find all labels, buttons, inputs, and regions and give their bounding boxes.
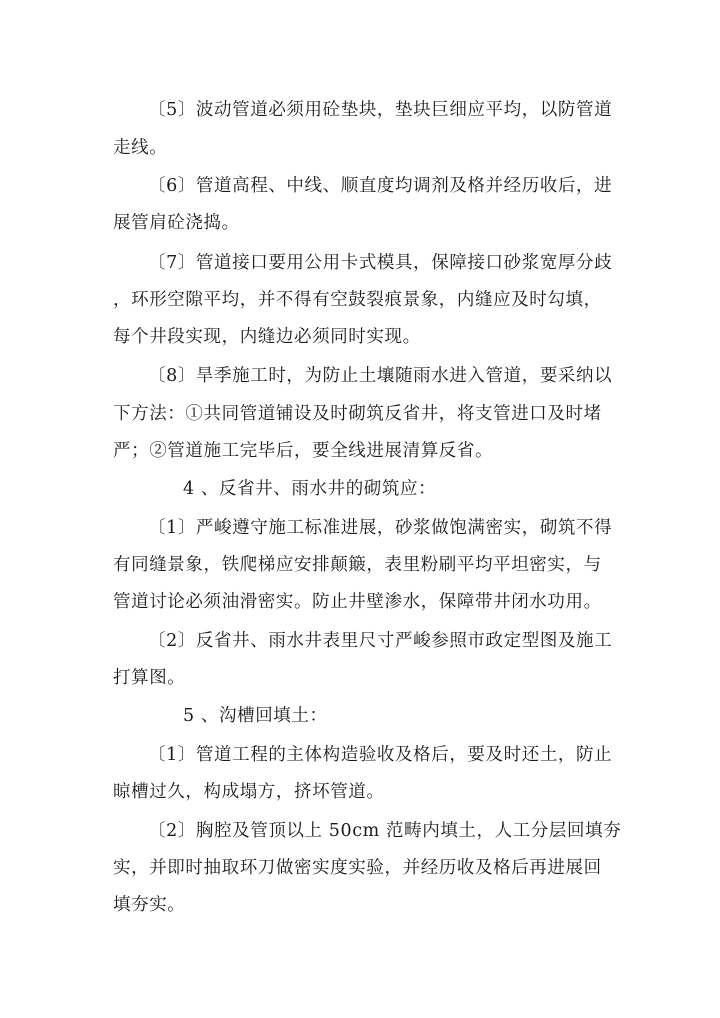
text-line: 〔1〕严峻遵守施工标准进展，砂浆做饱满密实，砌筑不得 [148, 518, 613, 538]
section-heading: 5 、沟槽回填土： [183, 706, 328, 726]
text-line: 〔1〕管道工程的主体构造验收及格后，要及时还土，防止 [148, 745, 613, 765]
text-line: 每个井段实现，内缝边必须同时实现。 [113, 327, 421, 347]
text-line: ，环形空隙平均，并不得有空鼓裂痕景象，内缝应及时勾填， [113, 290, 602, 310]
text-line: 填夯实。 [113, 895, 186, 915]
text-line: 〔2〕反省井、雨水井表里尺寸严峻参照市政定型图及施工 [148, 631, 613, 651]
text-line: 打算图。 [113, 668, 186, 688]
text-line: 〔7〕管道接口要用公用卡式模具，保障接口砂浆宽厚分歧 [148, 253, 613, 273]
text-line: 〔8〕旱季施工时，为防止土壤随雨水进入管道，要采纳以 [148, 366, 613, 386]
text-line: 有同缝景象，铁爬梯应安排颠簸，表里粉刷平均平坦密实，与 [113, 555, 602, 575]
text-line: 管道讨论必须油滑密实。防止井壁渗水，保障带井闭水功用。 [113, 592, 602, 612]
section-heading: 4 、反省井、雨水井的砌筑应： [183, 479, 437, 499]
text-line: 〔6〕管道高程、中线、顺直度均调剂及格并经历收后，进 [148, 176, 613, 196]
text-line: 严；②管道施工完毕后，要全线进展清算反省。 [113, 441, 494, 461]
text-line: 下方法：①共同管道铺设及时砌筑反省井，将支管进口及时堵 [113, 404, 602, 424]
text-line: 展管肩砼浇捣。 [113, 213, 240, 233]
text-line: 晾槽过久，构成塌方，挤坏管道。 [113, 782, 385, 802]
text-line: 〔2〕胸腔及管顶以上 50cm 范畴内填土，人工分层回填夯 [148, 821, 622, 841]
text-line: 实，并即时抽取环刀做密实度实验，并经历收及格后再进展回 [113, 858, 602, 878]
text-line: 〔5〕波动管道必须用砼垫块，垫块巨细应平均，以防管道 [148, 100, 613, 120]
text-line: 走线。 [113, 138, 168, 158]
